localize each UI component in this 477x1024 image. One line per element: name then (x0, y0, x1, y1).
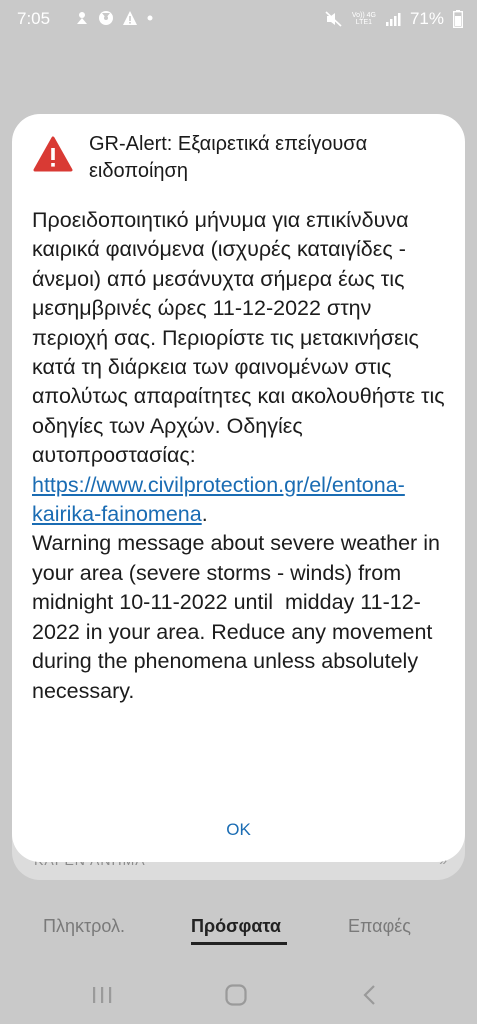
back-icon (362, 984, 378, 1006)
system-icons (325, 9, 463, 29)
battery-percentage: 71% (409, 9, 444, 28)
status-bar (0, 0, 477, 40)
network-top-label: Vo)) 4G (351, 12, 376, 19)
tab-contacts[interactable]: Επαφές (348, 916, 411, 936)
status-time: 7:05 (17, 9, 51, 28)
network-bottom-label: LTE1 (355, 19, 373, 26)
tab-recents[interactable]: Πρόσφατα (191, 916, 281, 936)
system-navigation-bar (0, 975, 477, 1015)
back-button[interactable] (350, 981, 390, 1009)
notification-icons (74, 10, 154, 26)
warning-triangle-icon (33, 136, 73, 172)
warning-status-icon (122, 10, 138, 26)
home-icon (224, 983, 248, 1007)
signal-icon (385, 11, 401, 27)
alert-message (32, 206, 452, 706)
phone-app-tabs (0, 912, 477, 952)
network-indicator (352, 12, 376, 26)
vibration-alert-icon (74, 10, 90, 26)
home-button[interactable] (216, 981, 256, 1009)
alert-message-greek: Προειδοποιητικό μήνυμα για επικίνδυνα καιρικά φαινόμενα (ισχυρές καταιγίδες - άνεμοι) από μεσάνυχτα σήμερα έως τις μεσημβρινές ώρες 11-12-2022 στην περιοχή σας. Περιορίστε τις μετακινήσεις κατά τη διάρκεια των φαινομένων στις απολύτως απαραίτητες και ακολουθήστε τις οδηγίες των Αρχών. Οδηγίες αυτοπροστασίας: (32, 208, 451, 468)
emergency-alert-dialog (12, 114, 465, 862)
ok-button[interactable]: OK (226, 820, 251, 839)
alert-message-english: . Warning message about severe weather in your area (severe storms - winds) from midnight 10-11-2022 until midday 11-12-2022 in your area. Reduce any movement during the phenomena unless absolutely necessary. (32, 502, 440, 703)
active-tab-indicator (191, 942, 287, 945)
mute-icon (325, 11, 343, 27)
alert-title: GR-Alert: Εξαιρετικά επείγουσα ειδοποίηση (89, 133, 368, 182)
tab-keypad[interactable]: Πληκτρολ. (43, 916, 126, 936)
radiation-icon (98, 10, 114, 26)
civil-protection-link[interactable]: https://www.civilprotection.gr/el/entona-kairika-fainomena (32, 472, 405, 527)
battery-icon (453, 10, 463, 28)
recents-icon (91, 985, 113, 1005)
recents-button[interactable] (82, 981, 122, 1009)
dot-icon (146, 14, 154, 22)
